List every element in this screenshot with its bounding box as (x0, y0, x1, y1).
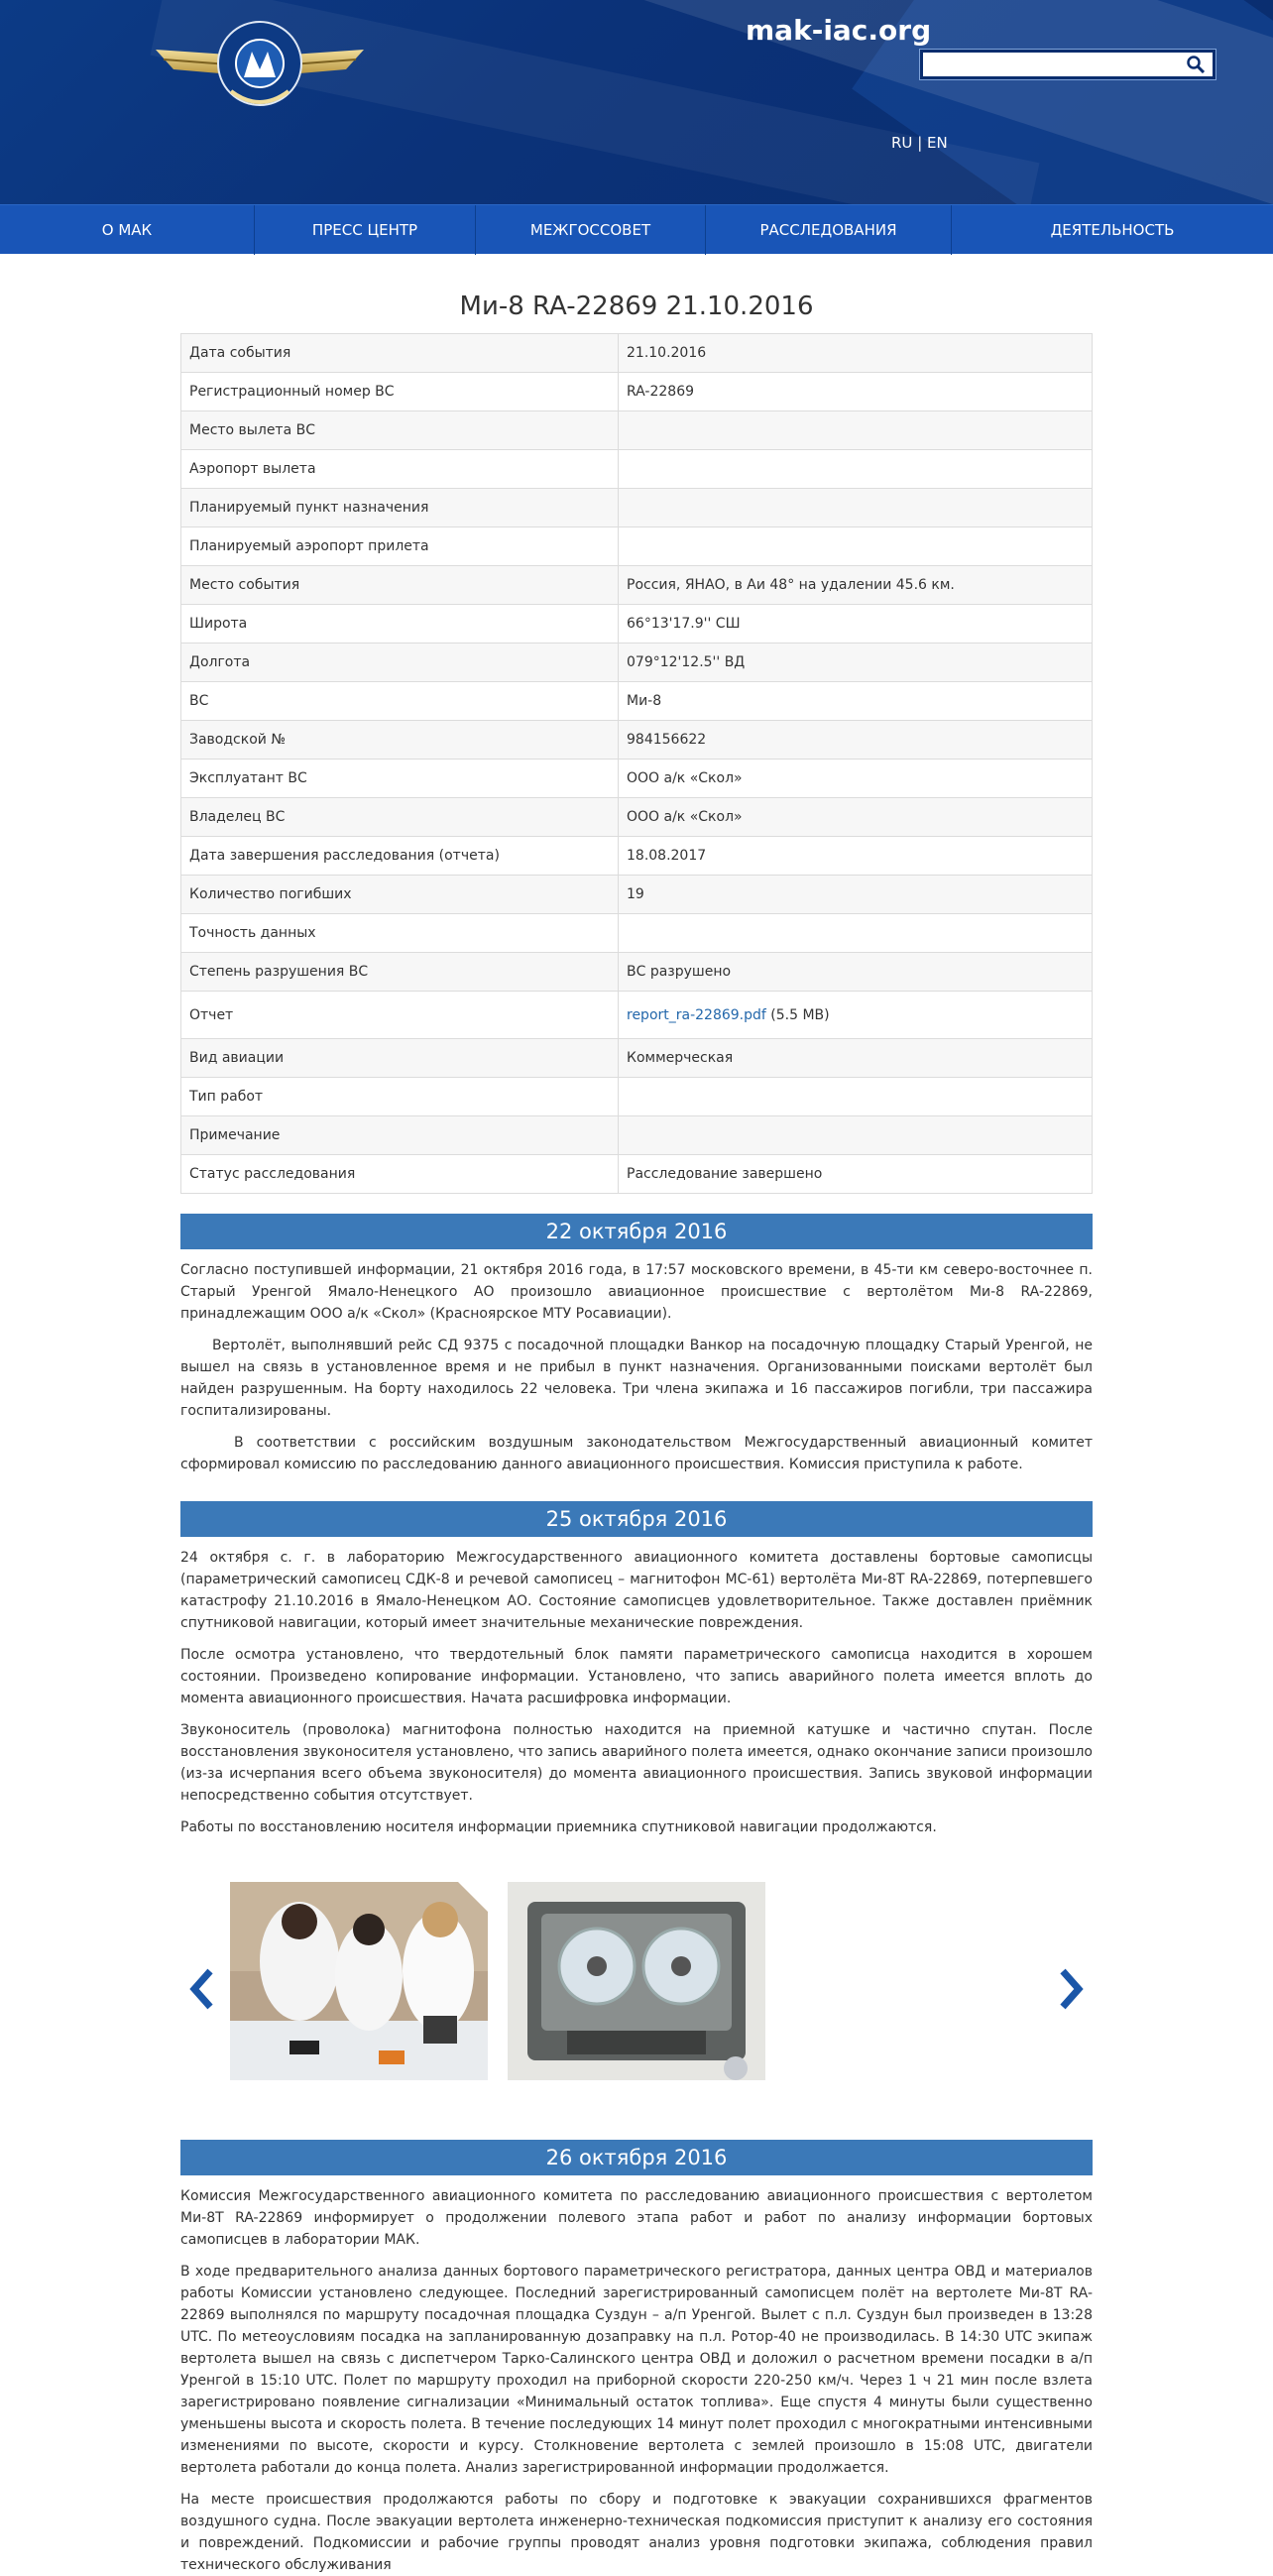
table-row (181, 914, 1093, 953)
row-value: Расследование завершено (619, 1155, 1093, 1194)
table-row (181, 566, 1093, 605)
table-row (181, 605, 1093, 644)
row-value (619, 1116, 1093, 1155)
row-value: RA-22869 (619, 373, 1093, 411)
row-value (619, 1078, 1093, 1116)
row-key: Планируемый пункт назначения (181, 489, 619, 527)
news-paragraph: В соответствии с российским воздушным законодательством Межгосударственный авиационный комитет сформировал комиссию по расследованию данного авиационного происшествия. Комиссия приступила к работе. (180, 1435, 1093, 1472)
table-row (181, 1116, 1093, 1155)
row-value: 66°13'17.9'' СШ (619, 605, 1093, 644)
table-row (181, 682, 1093, 721)
photo-tape-recorder[interactable] (508, 1882, 765, 2080)
row-key: Количество погибших (181, 876, 619, 914)
row-key: Отчет (181, 992, 619, 1039)
table-row (181, 760, 1093, 798)
table-row-report (181, 992, 1093, 1039)
row-value (619, 914, 1093, 953)
news-paragraph: На месте происшествия продолжаются работы по сбору и подготовке к эвакуации сохранившихся фрагментов воздушного судна. После эвакуации вертолета инженерно-техническая подкомиссия приступит к анализу его состояния и повреждений. Подкомиссии и рабочие группы проводят анализ уровня подготовки экипажа, соблюдения правил технического обслуживания (180, 2492, 1093, 2573)
row-value: 18.08.2017 (619, 837, 1093, 876)
site-header (0, 0, 1273, 204)
main-nav (0, 204, 1273, 254)
search-box (920, 50, 1215, 79)
row-key: Вид авиации (181, 1039, 619, 1078)
row-key: Дата завершения расследования (отчета) (181, 837, 619, 876)
table-row (181, 876, 1093, 914)
mak-emblem-icon[interactable] (154, 14, 366, 113)
row-key: Примечание (181, 1116, 619, 1155)
lang-en-link[interactable]: EN (927, 134, 948, 152)
table-row (181, 334, 1093, 373)
table-row (181, 1155, 1093, 1194)
news-paragraph: После осмотра установлено, что твердотельный блок памяти параметрического самописца находится в хорошем состоянии. Произведено копирование информации. Установлено, что запись аварийного полета имеется вплоть до момента авиационного происшествия. Начата расшифровка информации. (180, 1647, 1093, 1706)
table-row (181, 527, 1093, 566)
date-header: 22 октября 2016 (180, 1214, 1093, 1249)
row-key: ВС (181, 682, 619, 721)
row-value: Ми-8 (619, 682, 1093, 721)
table-row (181, 798, 1093, 837)
row-value: Коммерческая (619, 1039, 1093, 1078)
page-title: Ми-8 RA-22869 21.10.2016 (459, 292, 814, 321)
table-row (181, 373, 1093, 411)
row-key: Точность данных (181, 914, 619, 953)
row-key: Место события (181, 566, 619, 605)
row-key: Аэропорт вылета (181, 450, 619, 489)
row-key: Планируемый аэропорт прилета (181, 527, 619, 566)
row-value (619, 411, 1093, 450)
table-row (181, 644, 1093, 682)
main-content (180, 254, 1093, 2576)
table-row (181, 1039, 1093, 1078)
row-value: ООО а/к «Скол» (619, 760, 1093, 798)
news-paragraph: Вертолёт, выполнявший рейс СД 9375 с посадочной площадки Ванкор на посадочную площадку Старый Уренгой, не вышел на связь в установленное время и не прибыл в пункт назначения. Организованными поисками вертолёт был найден разрушенным. На борту находилось 22 человека. Три члена экипажа и 16 пассажиров погибли, три пассажира госпитализированы. (180, 1338, 1093, 1419)
row-key: Эксплуатант ВС (181, 760, 619, 798)
table-row (181, 450, 1093, 489)
language-switcher (891, 134, 948, 152)
row-value (619, 489, 1093, 527)
row-key: Владелец ВС (181, 798, 619, 837)
row-key: Широта (181, 605, 619, 644)
nav-item-council[interactable]: МЕЖГОССОВЕТ (476, 205, 706, 255)
table-row (181, 1078, 1093, 1116)
photo-carousel (180, 1868, 1093, 2126)
table-row (181, 953, 1093, 992)
news-paragraph: 24 октября с. г. в лабораторию Межгосударственного авиационного комитета доставлены бортовые самописцы (параметрический самописец СДК-8 и речевой самописец – магнитофон МС-61) вертолёта Ми-8Т RA-22869, потерпевшего катастрофу 21.10.2016 в Ямало-Ненецком АО. Состояние самописцев удовлетворительное. Также доставлен приёмник спутниковой навигации, который имеет значительные механические повреждения. (180, 1550, 1093, 1631)
row-value: 984156622 (619, 721, 1093, 760)
site-name[interactable]: mak-iac.org (746, 14, 932, 47)
table-row (181, 721, 1093, 760)
chevron-right-icon[interactable] (1057, 1967, 1087, 2011)
search-input[interactable] (923, 53, 1183, 76)
nav-item-investigations[interactable]: РАССЛЕДОВАНИЯ (706, 205, 952, 255)
row-key: Заводской № (181, 721, 619, 760)
row-key: Тип работ (181, 1078, 619, 1116)
row-value (619, 992, 1093, 1039)
row-value: ВС разрушено (619, 953, 1093, 992)
lang-separator: | (917, 134, 923, 152)
row-key: Место вылета ВС (181, 411, 619, 450)
news-paragraph: Работы по восстановлению носителя информации приемника спутниковой навигации продолжаются. (180, 1819, 937, 1835)
news-paragraph: Звуконоситель (проволока) магнитофона полностью находится на приемной катушке и частично спутан. После восстановления звуконосителя установлено, что запись аварийного полета имеется, однако окончание записи произошло (из-за исчерпания всего объема звуконосителя) до момента авиационного происшествия. Запись звуковой информации непосредственно события отсутствует. (180, 1722, 1093, 1804)
nav-item-activity[interactable]: ДЕЯТЕЛЬНОСТЬ (1050, 221, 1175, 239)
row-value (619, 527, 1093, 566)
report-size: (5.5 MB) (770, 1006, 830, 1023)
date-header: 25 октября 2016 (180, 1501, 1093, 1537)
incident-info-table (180, 333, 1093, 1194)
row-key: Дата события (181, 334, 619, 373)
lang-ru-link[interactable]: RU (891, 134, 913, 152)
nav-item-about[interactable]: О МАК (0, 205, 255, 255)
table-row (181, 411, 1093, 450)
news-paragraph: Согласно поступившей информации, 21 октября 2016 года, в 17:57 московского времени, в 45-ти км северо-восточнее п. Старый Уренгой Ямало-Ненецкого АО произошло авиационное происшествие с вертолётом Ми-8 RA-22869, принадлежащим ООО а/к «Скол» (Красноярское МТУ Росавиации). (180, 1262, 1093, 1322)
table-row (181, 837, 1093, 876)
row-value (619, 450, 1093, 489)
photo-lab-workers[interactable] (230, 1882, 488, 2080)
date-header: 26 октября 2016 (180, 2140, 1093, 2175)
row-key: Степень разрушения ВС (181, 953, 619, 992)
row-value: Россия, ЯНАО, в Аи 48° на удалении 45.6 км. (619, 566, 1093, 605)
row-key: Долгота (181, 644, 619, 682)
row-key: Регистрационный номер ВС (181, 373, 619, 411)
nav-item-press[interactable]: ПРЕСС ЦЕНТР (255, 205, 476, 255)
search-icon[interactable] (1187, 56, 1205, 73)
row-key: Статус расследования (181, 1155, 619, 1194)
report-pdf-link[interactable]: report_ra-22869.pdf (627, 1006, 766, 1023)
row-value: 21.10.2016 (619, 334, 1093, 373)
chevron-left-icon[interactable] (186, 1967, 216, 2011)
news-paragraph: Комиссия Межгосударственного авиационного комитета по расследованию авиационного происшествия с вертолетом Ми-8Т RA-22869 информирует о продолжении полевого этапа работ и работ по анализу информации бортовых самописцев в лаборатории МАК. (180, 2188, 1093, 2248)
table-row (181, 489, 1093, 527)
news-paragraph: В ходе предварительного анализа данных бортового параметрического регистратора, данных центра ОВД и материалов работы Комиссии установлено следующее. Последний зарегистрированный самописцем полёт на вертолете Ми-8Т RA-22869 выполнялся по маршруту посадочная площадка Суздун – а/п Уренгой. Вылет с п.л. Суздун был произведен в 13:28 UTC. По метеоусловиям посадка на запланированную дозаправку на п.л. Ротор-40 не производилась. В 14:30 UTC экипаж вертолета вышел на связь с диспетчером Тарко-Салинского центра ОВД и доложил о расчетном времени посадки в а/п Уренгой в 15:10 UTC. Полет по маршруту проходил на приборной скорости 220-250 км/ч. Через 1 ч 21 мин после взлета зарегистрировано появление сигнализации «Минимальный остаток топлива». Еще спустя 4 минуты были существенно уменьшены высота и скорость полета. В течение последующих 14 минут полет проходил с многократными интенсивными изменениями по высоте, скорости и курсу. Столкновение вертолета с землей произошло в 15:08 UTC, двигатели вертолета работали до конца полета. Анализ зарегистрированной информации продолжается. (180, 2264, 1093, 2476)
row-value: 19 (619, 876, 1093, 914)
row-value: ООО а/к «Скол» (619, 798, 1093, 837)
row-value: 079°12'12.5'' ВД (619, 644, 1093, 682)
